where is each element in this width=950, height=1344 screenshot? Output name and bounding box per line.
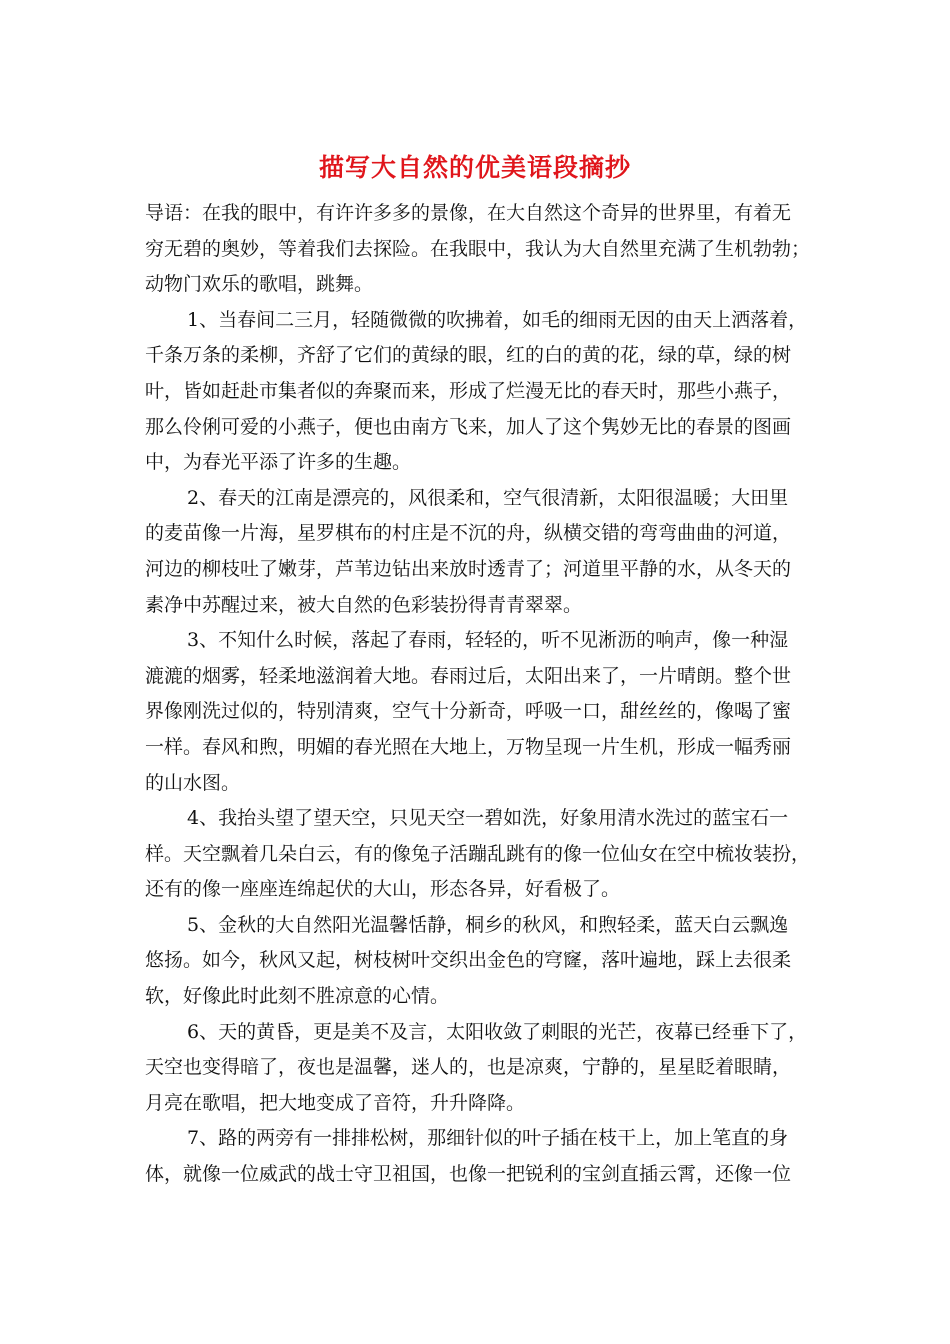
- paragraph-line: 界像刚洗过似的，特别清爽，空气十分新奇，呼吸一口，甜丝丝的，像喝了蜜: [145, 700, 792, 723]
- paragraph-first-line: 1、当春间二三月，轻随微微的吹拂着，如毛的细雨无因的由天上洒落着，: [187, 308, 808, 331]
- paragraph-first-line: 4、我抬头望了望天空，只见天空一碧如洗，好象用清水洗过的蓝宝石一: [187, 807, 789, 830]
- paragraph-line: 动物门欢乐的歌唱，跳舞。: [145, 273, 374, 296]
- paragraph-line: 还有的像一座座连绵起伏的大山，形态各异，好看极了。: [145, 878, 621, 901]
- document-body: [145, 196, 817, 1193]
- paragraph-line: 素净中苏醒过来，被大自然的色彩装扮得青青翠翠。: [145, 593, 583, 616]
- paragraph-line: 河边的柳枝吐了嫩芽，芦苇边钻出来放时透青了；河道里平静的水，从冬天的: [145, 557, 792, 580]
- paragraph-first-line: 7、路的两旁有一排排松树，那细针似的叶子插在枝干上，加上笔直的身: [187, 1127, 789, 1150]
- paragraph-line: 中，为春光平添了许多的生趣。: [145, 451, 412, 474]
- paragraph-first-line: 5、金秋的大自然阳光温馨恬静，桐乡的秋风，和煦轻柔，蓝天白云飘逸: [187, 913, 789, 936]
- paragraph-line: 样。天空飘着几朵白云，有的像兔子活蹦乱跳有的像一位仙女在空中梳妆装扮，: [145, 842, 811, 865]
- paragraph-line: 一样。春风和煦，明媚的春光照在大地上，万物呈现一片生机，形成一幅秀丽: [145, 735, 792, 758]
- paragraph-line: 天空也变得暗了，夜也是温馨，迷人的，也是凉爽，宁静的，星星眨着眼睛，: [145, 1056, 792, 1079]
- paragraph-line: 月亮在歌唱，把大地变成了音符，升升降降。: [145, 1091, 526, 1114]
- paragraph-first-line: 6、天的黄昏，更是美不及言，太阳收敛了刺眼的光芒，夜幕已经垂下了，: [187, 1020, 808, 1043]
- paragraph-line: 悠扬。如今，秋风又起，树枝树叶交织出金色的穹窿，落叶遍地，踩上去很柔: [145, 949, 792, 972]
- paragraph-line: 穷无碧的奥妙，等着我们去探险。在我眼中，我认为大自然里充满了生机勃勃；: [145, 237, 811, 260]
- page-title: 描写大自然的优美语段摘抄: [318, 153, 631, 182]
- paragraph-line: 叶，皆如赶赴市集者似的奔聚而来，形成了烂漫无比的春天时，那些小燕子，: [145, 379, 792, 402]
- paragraph-line: 导语：在我的眼中，有许许多多的景像，在大自然这个奇异的世界里，有着无: [145, 202, 792, 224]
- paragraph-line: 那么伶俐可爱的小燕子，便也由南方飞来，加人了这个隽妙无比的春景的图画: [145, 415, 792, 438]
- paragraph-line: 软，好像此时此刻不胜凉意的心情。: [145, 985, 450, 1008]
- paragraph-line: 漉漉的烟雾，轻柔地滋润着大地。春雨过后，太阳出来了，一片晴朗。整个世: [145, 664, 792, 687]
- paragraph-line: 体，就像一位威武的战士守卫祖国，也像一把锐利的宝剑直插云霄，还像一位: [145, 1163, 792, 1186]
- paragraph-line: 千条万条的柔柳，齐舒了它们的黄绿的眼，红的白的黄的花，绿的草，绿的树: [145, 344, 792, 367]
- paragraph-line: 的麦苗像一片海，星罗棋布的村庄是不沉的舟，纵横交错的弯弯曲曲的河道，: [145, 522, 792, 545]
- paragraph-first-line: 2、春天的江南是漂亮的，风很柔和，空气很清新，太阳很温暖；大田里: [187, 486, 789, 509]
- paragraph-line: 的山水图。: [145, 771, 241, 794]
- paragraph-first-line: 3、不知什么时候，落起了春雨，轻轻的，听不见淅沥的响声，像一种湿: [187, 629, 789, 652]
